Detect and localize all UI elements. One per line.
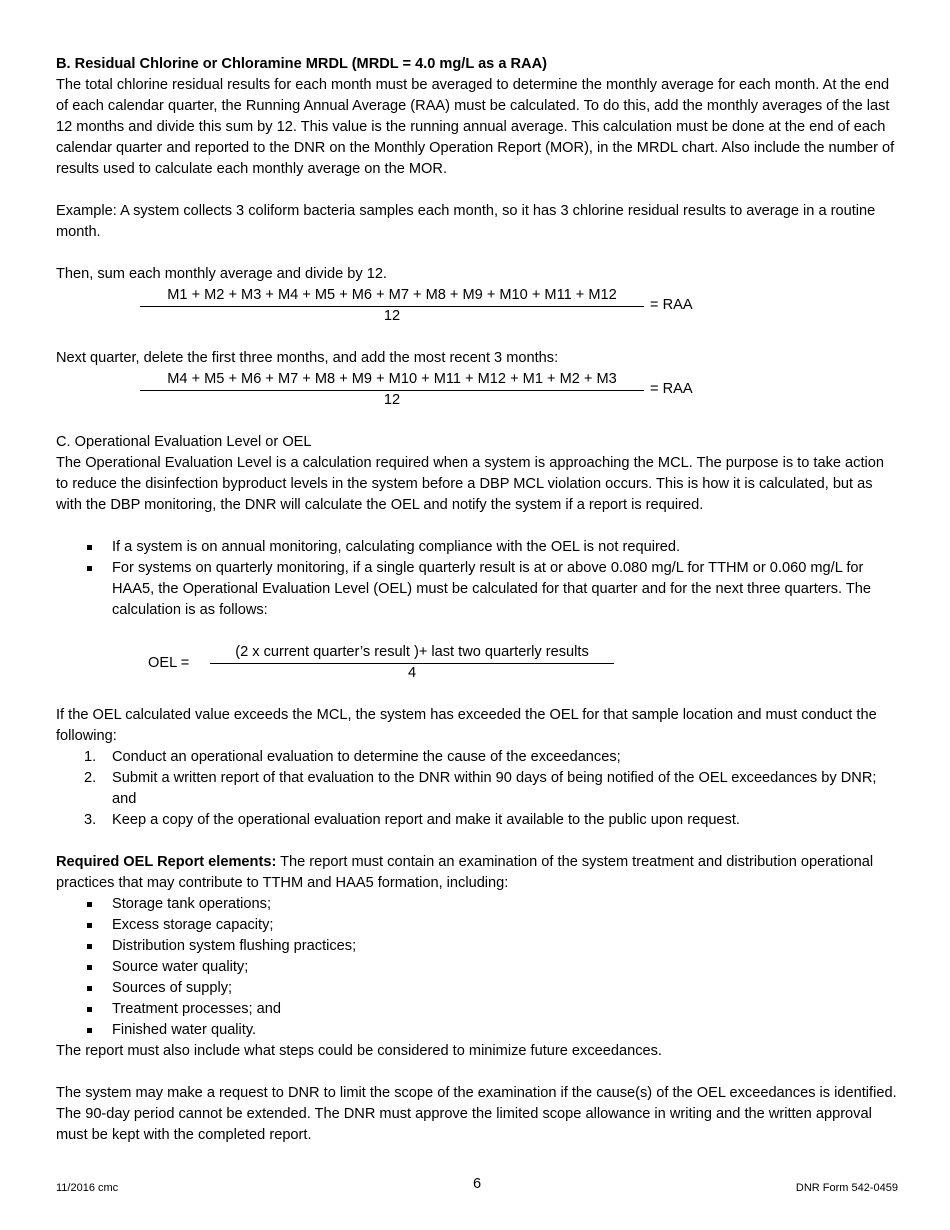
required-elements-label: Required OEL Report elements: [56,854,277,870]
list-item: If a system is on annual monitoring, calculating compliance with the OEL is not required. [56,537,898,558]
oel-bullet-list [56,537,898,621]
oel-label: OEL = [148,655,190,671]
list-item: 3. Keep a copy of the operational evaluation report and make it available to the public upon request. [84,812,740,828]
report-elements-list [56,894,898,1041]
example-paragraph: Example: A system collects 3 coliform bacteria samples each month, so it has 3 chlorine residual results to average in a routine month. [56,203,876,240]
section-b-paragraph: The total chlorine residual results for each month must be averaged to determine the monthly average for each month. At the end of each calendar quarter, the Running Annual Average (RAA) must be calculated. To do this, add the monthly averages of the last 12 months and divide this sum by 12. This value is the running annual average. This calculation must be done at the end of each calendar quarter and reported to the DNR on the Monthly Operation Report (MOR), in the MRDL chart. Also include the number of results used to calculate each monthly average on the MOR. [56,77,895,177]
list-item: Excess storage capacity; [56,915,898,936]
formula-result: = RAA [650,381,693,397]
next-quarter-paragraph: Next quarter, delete the first three months, and add the most recent 3 months: [56,350,559,366]
list-item: Sources of supply; [56,978,898,999]
section-c-paragraph: The Operational Evaluation Level is a calculation required when a system is approaching the MCL. The purpose is to take action to reduce the disinfection byproduct levels in the system before a DBP MCL violation occurs. This is how it is calculated, but as with the DBP monitoring, the DNR will calculate the OEL and notify the system if a report is required. [56,455,884,513]
scope-paragraph: The system may make a request to DNR to limit the scope of the examination if the cause(s) of the OEL exceedances is identified. The 90-day period cannot be extended. The DNR must approve the limited scope allowance in writing and the written approval must be kept with the completed report. [56,1085,897,1143]
list-item: 2. Submit a written report of that evaluation to the DNR within 90 days of being notified of the OEL exceedances by DNR; and [84,770,877,807]
page-number: 6 [472,1176,482,1192]
then-paragraph: Then, sum each monthly average and divide by 12. [56,266,387,282]
formula-denominator: 12 [383,308,401,324]
list-item: Distribution system flushing practices; [56,936,898,957]
exceed-paragraph: If the OEL calculated value exceeds the MCL, the system has exceeded the OEL for that sample location and must conduct the following: [56,707,877,744]
required-elements-paragraph: Required OEL Report elements: The report must contain an examination of the system treatment and distribution operational practices that may contribute to TTHM and HAA5 formation, including: [56,854,874,891]
raa-formula-2 [56,369,898,411]
section-c-heading: C. Operational Evaluation Level or OEL [56,434,312,450]
page-footer [56,1176,898,1198]
formula-numerator: M1 + M2 + M3 + M4 + M5 + M6 + M7 + M8 + M9 + M10 + M11 + M12 [167,287,617,303]
section-b-heading: B. Residual Chlorine or Chloramine MRDL (MRDL = 4.0 mg/L as a RAA) [56,56,547,72]
required-steps-list [56,747,898,831]
list-item: Source water quality; [56,957,898,978]
formula-numerator: M4 + M5 + M6 + M7 + M8 + M9 + M10 + M11 + M12 + M1 + M2 + M3 [167,371,617,387]
document-page [56,54,898,1146]
list-item: Storage tank operations; [56,894,898,915]
formula-result: = RAA [650,297,693,313]
list-item: Treatment processes; and [56,999,898,1020]
also-paragraph: The report must also include what steps could be considered to minimize future exceedances. [56,1043,662,1059]
footer-date: 11/2016 cmc [56,1182,119,1194]
raa-formula-1 [56,285,898,327]
list-item: For systems on quarterly monitoring, if a single quarterly result is at or above 0.080 mg/L for TTHM or 0.060 mg/L for HAA5, the Operational Evaluation Level (OEL) must be calculated for that quarter and for the next three quarters. The calculation is as follows: [56,558,898,621]
list-item: 1. Conduct an operational evaluation to determine the cause of the exceedances; [84,749,621,765]
oel-formula [56,642,898,684]
list-item: Finished water quality. [56,1020,898,1041]
oel-numerator: (2 x current quarter’s result )+ last two quarterly results [235,644,589,660]
form-number: DNR Form 542-0459 [795,1182,898,1194]
oel-denominator: 4 [407,665,417,681]
formula-denominator: 12 [383,392,401,408]
